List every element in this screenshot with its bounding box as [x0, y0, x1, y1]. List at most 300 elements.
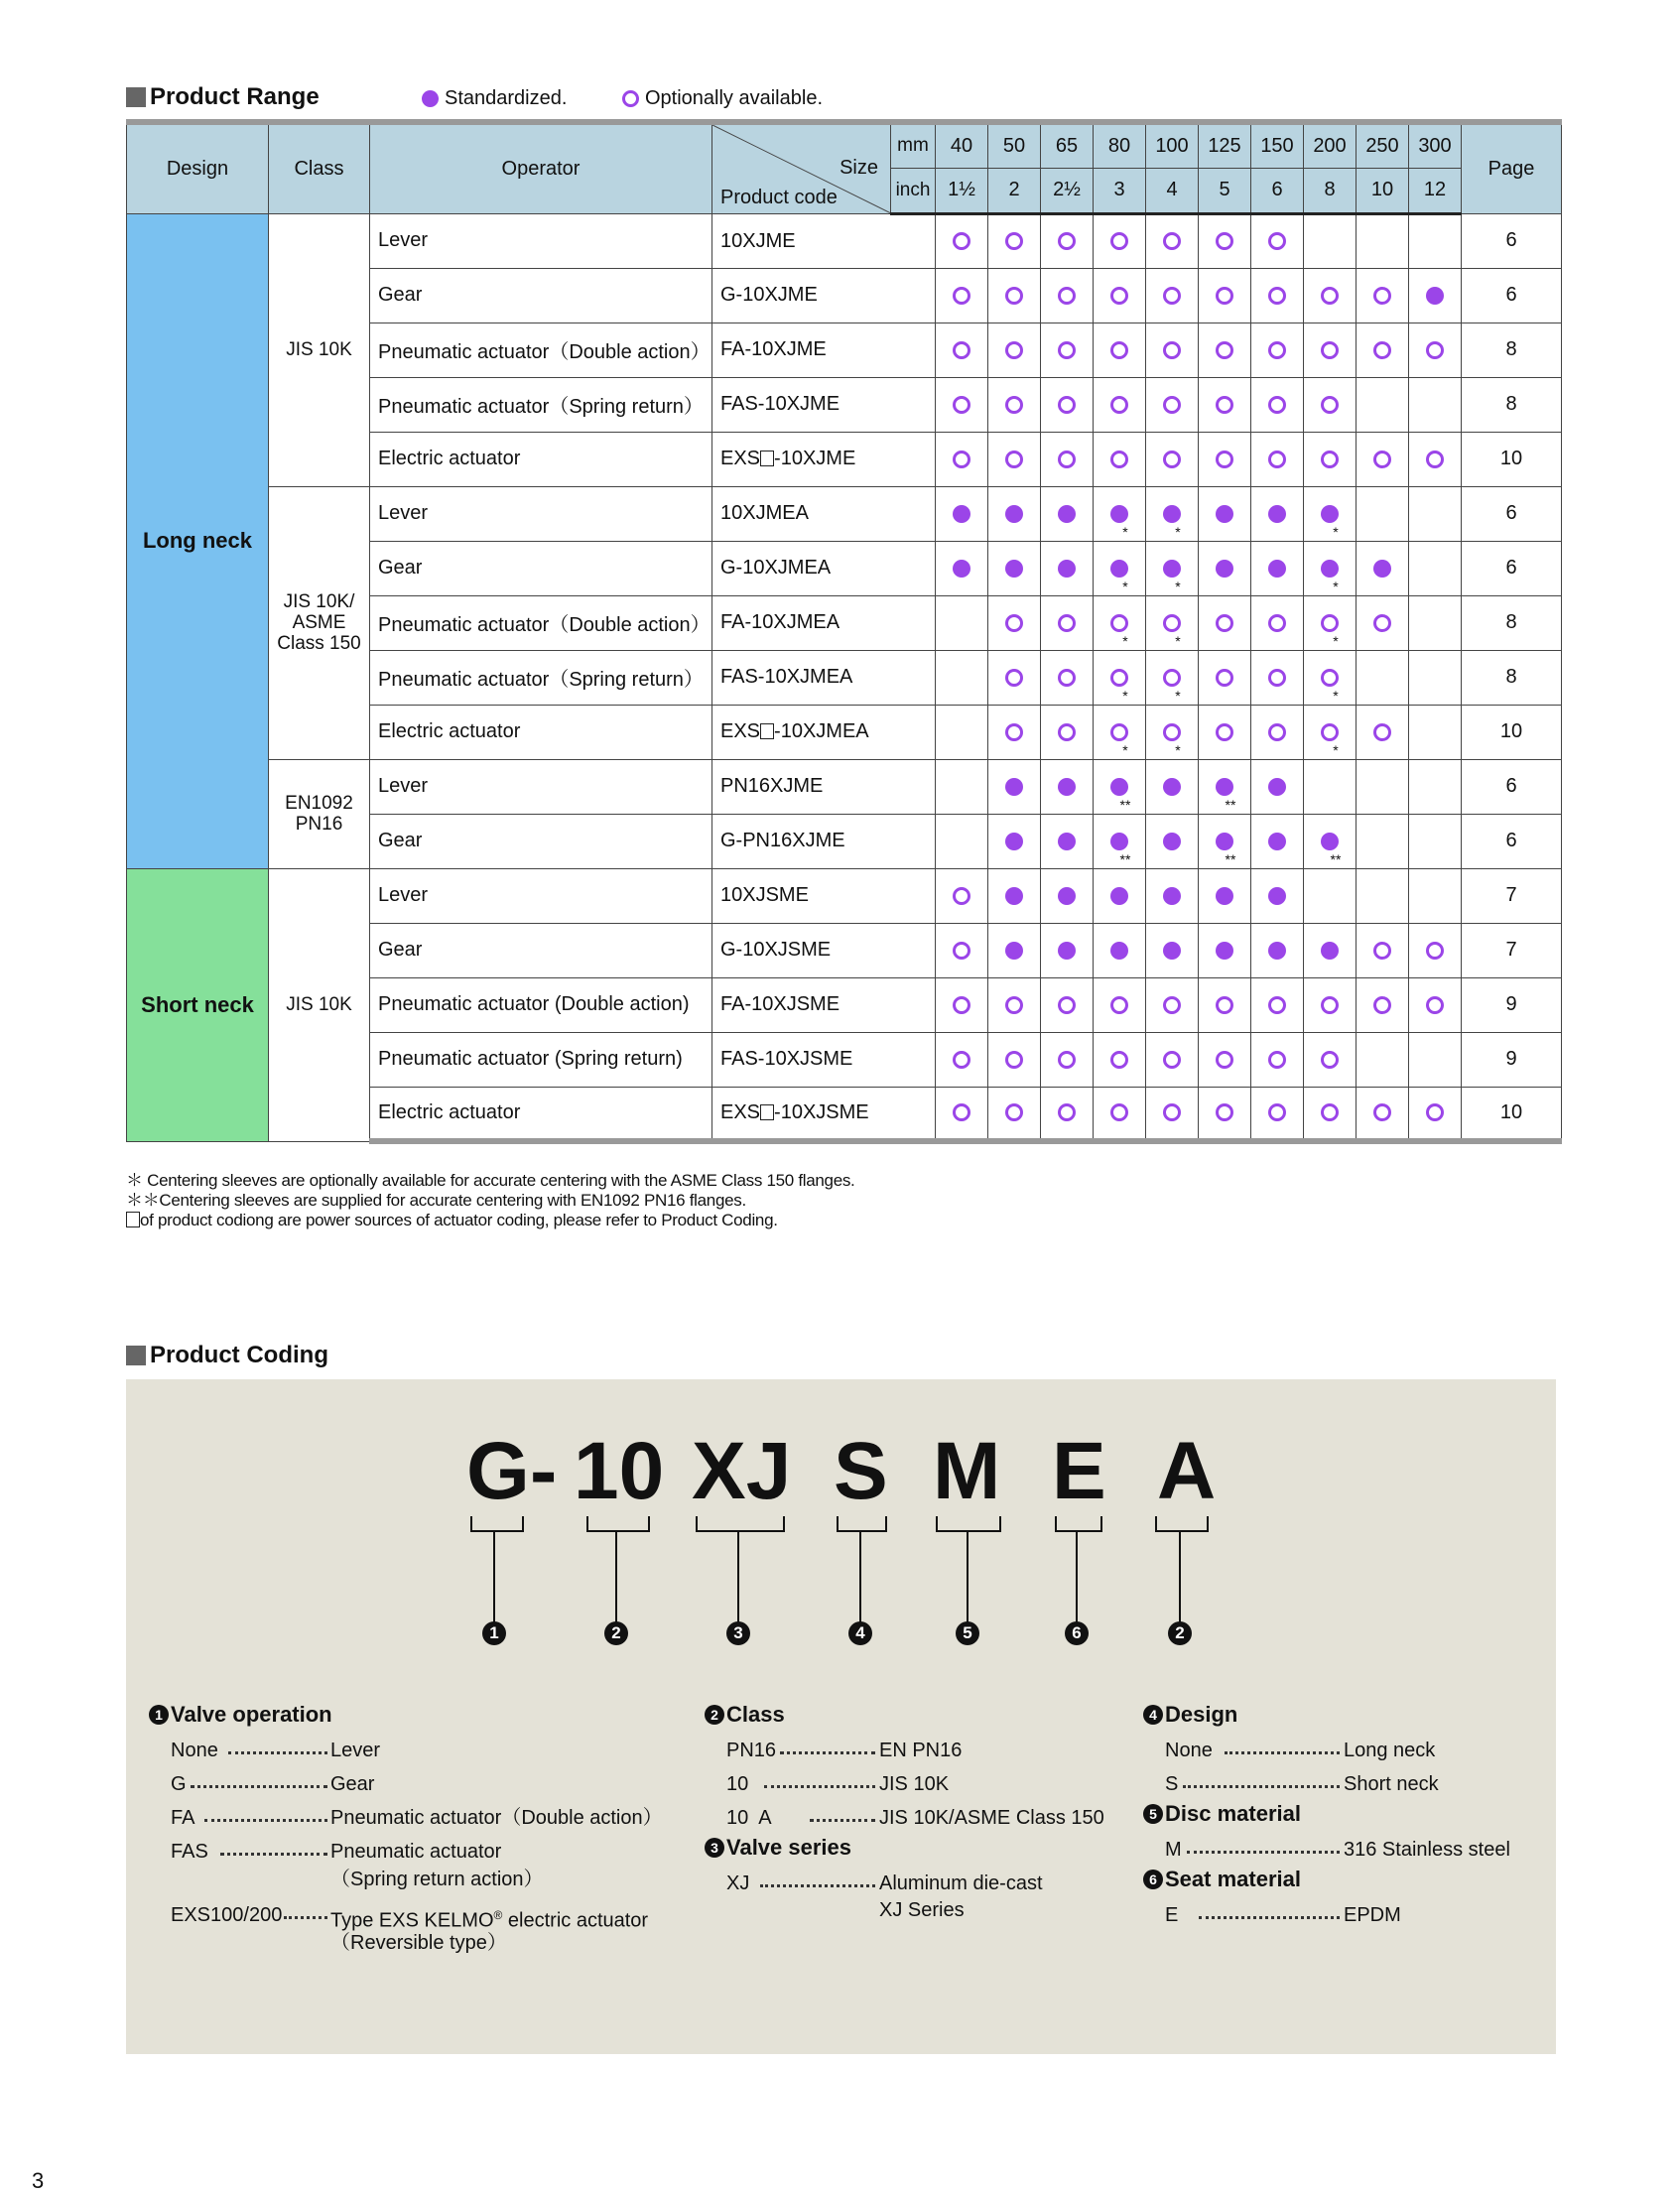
- legend-value: JIS 10K: [879, 1773, 950, 1795]
- availability-cell: [936, 705, 988, 759]
- class-cell: EN1092 PN16: [269, 759, 370, 868]
- legend-value: 316 Stainless steel: [1344, 1839, 1510, 1861]
- legend-key: FAS: [171, 1841, 208, 1863]
- optional-mark: [1058, 396, 1076, 414]
- availability-cell: [1094, 541, 1146, 595]
- legend-key: E: [1165, 1904, 1179, 1926]
- legend-key: None: [1165, 1740, 1213, 1761]
- legend-row: [149, 1835, 705, 1869]
- standardized-mark: [1005, 560, 1023, 578]
- product-code-cell: FA-10XJMEA: [712, 595, 936, 650]
- optional-mark: [953, 232, 970, 250]
- optional-mark: [1216, 287, 1233, 305]
- header-product-code: Product code: [720, 186, 838, 208]
- optional-mark: [1110, 341, 1128, 359]
- availability-cell: [1094, 595, 1146, 650]
- availability-cell: [1146, 486, 1199, 541]
- product-code-cell: G-10XJSME: [712, 923, 936, 977]
- optional-mark: [1268, 614, 1286, 632]
- section-square-icon: [126, 1346, 146, 1365]
- availability-cell: [1041, 923, 1094, 977]
- availability-cell: [1146, 650, 1199, 705]
- availability-cell: [1304, 486, 1357, 541]
- operator-cell: Lever: [370, 868, 712, 923]
- availability-cell: [988, 595, 1041, 650]
- legend-value: Short neck: [1344, 1773, 1439, 1795]
- legend-value: Long neck: [1344, 1740, 1436, 1761]
- number-badge: 1: [149, 1705, 169, 1725]
- availability-cell: [1199, 759, 1251, 814]
- callout-line: [967, 1530, 969, 1627]
- availability-cell: [1094, 650, 1146, 705]
- legend-key: None: [171, 1740, 218, 1761]
- optional-mark: [1268, 1051, 1286, 1069]
- size-inch: 10: [1357, 168, 1409, 213]
- size-inch: 8: [1304, 168, 1357, 213]
- optional-mark: [1058, 287, 1076, 305]
- standardized-mark: [1058, 833, 1076, 850]
- availability-cell: [1357, 1087, 1409, 1141]
- legend-key: 10 A: [726, 1807, 772, 1829]
- availability-cell: [1041, 595, 1094, 650]
- optional-mark: [1216, 451, 1233, 468]
- optional-mark: [1268, 232, 1286, 250]
- size-mm: 200: [1304, 122, 1357, 168]
- availability-cell: [1146, 1032, 1199, 1087]
- optional-mark: [1373, 287, 1391, 305]
- availability-cell: [988, 377, 1041, 432]
- availability-cell: [1041, 759, 1094, 814]
- standardized-mark: [1268, 887, 1286, 905]
- legend-row: [149, 1932, 705, 1958]
- standardized-mark: [1005, 505, 1023, 523]
- availability-cell: [1094, 1032, 1146, 1087]
- availability-cell: [1199, 486, 1251, 541]
- operator-cell: Gear: [370, 923, 712, 977]
- optional-mark: [1110, 996, 1128, 1014]
- optional-mark: [1268, 669, 1286, 687]
- number-badge: 6: [1143, 1870, 1163, 1889]
- leader-dots: [191, 1767, 327, 1788]
- asterisk-note: *: [1333, 523, 1339, 540]
- optional-mark: [1058, 1103, 1076, 1121]
- callout-line: [615, 1530, 617, 1627]
- availability-cell: [1304, 1032, 1357, 1087]
- header-operator: Operator: [370, 122, 712, 213]
- optional-mark: [1426, 451, 1444, 468]
- standardized-mark: [1110, 833, 1128, 850]
- optional-mark: [1268, 451, 1286, 468]
- optional-mark: [953, 887, 970, 905]
- asterisk-note: *: [1175, 523, 1181, 540]
- availability-cell: [1409, 541, 1462, 595]
- optional-mark: [1321, 996, 1339, 1014]
- valve-series-title: Valve series: [726, 1835, 852, 1860]
- availability-cell: [1199, 868, 1251, 923]
- availability-cell: [1199, 595, 1251, 650]
- availability-cell: [1251, 432, 1304, 486]
- legend-key: G: [171, 1773, 187, 1795]
- standardized-mark: [1110, 942, 1128, 960]
- availability-cell: [1251, 1032, 1304, 1087]
- callout-number: 4: [848, 1621, 872, 1645]
- availability-cell: [1251, 759, 1304, 814]
- availability-cell: [1041, 1032, 1094, 1087]
- design-legend: [1143, 1702, 1540, 1932]
- legend-value: Gear: [330, 1773, 375, 1795]
- availability-cell: [1251, 814, 1304, 868]
- standardized-mark: [1005, 778, 1023, 796]
- optional-mark: [1005, 1103, 1023, 1121]
- availability-cell: [1094, 377, 1146, 432]
- design-cell: Short neck: [127, 868, 269, 1141]
- legend-value: XJ Series: [879, 1899, 965, 1921]
- optional-mark: [1216, 996, 1233, 1014]
- availability-cell: [988, 268, 1041, 323]
- optional-mark: [1110, 396, 1128, 414]
- availability-cell: [1357, 759, 1409, 814]
- availability-cell: [936, 486, 988, 541]
- asterisk-note: *: [1175, 578, 1181, 594]
- legend-value: JIS 10K/ASME Class 150: [879, 1807, 1104, 1829]
- page-cell: 6: [1462, 759, 1562, 814]
- availability-cell: [1409, 268, 1462, 323]
- availability-cell: [1146, 541, 1199, 595]
- legend-row: [149, 1734, 705, 1767]
- operator-cell: Lever: [370, 486, 712, 541]
- optional-mark: [1216, 614, 1233, 632]
- optional-mark: [953, 942, 970, 960]
- availability-cell: [988, 868, 1041, 923]
- disc-title: Disc material: [1165, 1801, 1301, 1826]
- size-inch: 3: [1094, 168, 1146, 213]
- standardized-mark: [1058, 505, 1076, 523]
- header-design: Design: [127, 122, 269, 213]
- availability-cell: [936, 323, 988, 377]
- availability-cell: [1094, 977, 1146, 1032]
- table-row: [127, 868, 1562, 923]
- legend-value: Pneumatic actuator: [330, 1841, 502, 1863]
- availability-cell: [936, 1087, 988, 1141]
- leader-dots: [284, 1898, 327, 1919]
- legend-value: EPDM: [1344, 1904, 1401, 1926]
- availability-cell: [1199, 213, 1251, 268]
- availability-cell: [1357, 323, 1409, 377]
- availability-cell: [936, 814, 988, 868]
- availability-cell: [1251, 923, 1304, 977]
- optional-mark: [1005, 341, 1023, 359]
- availability-cell: [1409, 323, 1462, 377]
- availability-cell: [988, 814, 1041, 868]
- standardized-mark: [953, 505, 970, 523]
- optional-mark: [1163, 1051, 1181, 1069]
- legend-row: [149, 1898, 705, 1932]
- optional-mark: [1321, 614, 1339, 632]
- availability-cell: [1409, 923, 1462, 977]
- optional-mark: [1110, 232, 1128, 250]
- asterisk-note: *: [1122, 523, 1128, 540]
- code-part-class: 10: [574, 1426, 665, 1516]
- legend-row: [1143, 1833, 1540, 1867]
- legend-key: S: [1165, 1773, 1179, 1795]
- availability-cell: [988, 759, 1041, 814]
- asterisk-note: *: [1333, 632, 1339, 649]
- code-part-design: S: [834, 1426, 888, 1516]
- availability-cell: [1199, 1032, 1251, 1087]
- availability-cell: [936, 759, 988, 814]
- callout-line: [859, 1530, 861, 1627]
- section-square-icon: [126, 87, 146, 107]
- optional-mark: [1110, 451, 1128, 468]
- legend-value-tail: electric actuator: [502, 1909, 649, 1932]
- footnotes: [126, 1171, 854, 1230]
- code-prefix: EXS: [720, 720, 761, 742]
- availability-cell: [1409, 486, 1462, 541]
- page-cell: 9: [1462, 977, 1562, 1032]
- bracket: [696, 1516, 785, 1532]
- availability-cell: [1146, 595, 1199, 650]
- availability-cell: [1199, 977, 1251, 1032]
- optional-mark: [1373, 341, 1391, 359]
- availability-cell: [1357, 213, 1409, 268]
- leader-dots: [760, 1867, 875, 1887]
- callout-line: [1076, 1530, 1078, 1627]
- standardized-mark: [1058, 942, 1076, 960]
- availability-cell: [1357, 377, 1409, 432]
- header-size: Size: [840, 157, 878, 179]
- availability-cell: [1041, 868, 1094, 923]
- valve-series-heading: [705, 1835, 1121, 1861]
- product-code-cell: [712, 705, 936, 759]
- legend-value: Lever: [330, 1740, 381, 1761]
- optional-mark: [953, 451, 970, 468]
- optional-mark: [1110, 1051, 1128, 1069]
- leader-dots: [810, 1801, 875, 1822]
- legend-standardized-text: Standardized.: [445, 87, 568, 109]
- legend-key: XJ: [726, 1872, 750, 1894]
- optional-mark: [1005, 669, 1023, 687]
- legend-row: [705, 1900, 1121, 1926]
- availability-cell: [1041, 977, 1094, 1032]
- product-code-cell: G-10XJME: [712, 268, 936, 323]
- bracket: [586, 1516, 650, 1532]
- availability-cell: [1146, 432, 1199, 486]
- availability-cell: [1251, 268, 1304, 323]
- operator-cell: Pneumatic actuator (Double action): [370, 977, 712, 1032]
- optional-mark: [1163, 614, 1181, 632]
- standardized-mark: [1216, 887, 1233, 905]
- availability-cell: [1041, 213, 1094, 268]
- operator-cell: Electric actuator: [370, 1087, 712, 1141]
- availability-cell: [1094, 814, 1146, 868]
- availability-cell: [936, 595, 988, 650]
- valve-operation-legend: [149, 1702, 705, 1958]
- availability-cell: [936, 213, 988, 268]
- availability-cell: [1094, 486, 1146, 541]
- availability-cell: [1146, 923, 1199, 977]
- legend-row: [149, 1801, 705, 1835]
- product-code-cell: 10XJME: [712, 213, 936, 268]
- class-title: Class: [726, 1702, 785, 1727]
- legend-row: [705, 1734, 1121, 1767]
- standardized-mark: [1110, 505, 1128, 523]
- asterisk-note: **: [1225, 796, 1236, 813]
- availability-cell: [1041, 486, 1094, 541]
- legend-key: FA: [171, 1807, 195, 1829]
- product-coding-title: [126, 1342, 328, 1369]
- standardized-mark: [1110, 560, 1128, 578]
- leader-dots: [764, 1767, 875, 1788]
- code-suffix: -10XJME: [774, 448, 856, 469]
- availability-cell: [1094, 923, 1146, 977]
- availability-cell: [1304, 432, 1357, 486]
- availability-cell: [1199, 377, 1251, 432]
- page-cell: 8: [1462, 595, 1562, 650]
- availability-cell: [1409, 868, 1462, 923]
- table-row: [127, 213, 1562, 268]
- optional-mark: [1216, 1103, 1233, 1121]
- optional-mark: [1058, 996, 1076, 1014]
- legend-value-text: Type EXS KELMO: [330, 1909, 494, 1932]
- availability-cell: [1041, 814, 1094, 868]
- availability-cell: [1146, 323, 1199, 377]
- availability-cell: [1304, 541, 1357, 595]
- availability-cell: [988, 923, 1041, 977]
- availability-cell: [1146, 1087, 1199, 1141]
- availability-cell: [936, 977, 988, 1032]
- optional-mark: [1110, 669, 1128, 687]
- availability-cell: [1409, 759, 1462, 814]
- availability-cell: [1094, 705, 1146, 759]
- product-code-cell: FAS-10XJME: [712, 377, 936, 432]
- standardized-mark: [1110, 887, 1128, 905]
- bracket: [936, 1516, 1001, 1532]
- availability-cell: [1094, 213, 1146, 268]
- availability-cell: [936, 541, 988, 595]
- page-cell: 10: [1462, 432, 1562, 486]
- availability-cell: [1146, 977, 1199, 1032]
- design-title: Design: [1165, 1702, 1238, 1727]
- header-class: Class: [269, 122, 370, 213]
- standardized-mark: [1058, 560, 1076, 578]
- size-mm: 100: [1146, 122, 1199, 168]
- asterisk-note: *: [1175, 687, 1181, 704]
- box-placeholder-icon: [126, 1212, 140, 1227]
- size-mm: 150: [1251, 122, 1304, 168]
- asterisk-note: *: [1122, 578, 1128, 594]
- product-coding-title-text: Product Coding: [150, 1342, 328, 1368]
- availability-cell: [1304, 759, 1357, 814]
- optional-mark: [1216, 1051, 1233, 1069]
- product-range-body: [127, 213, 1562, 1141]
- standardized-mark: [1216, 505, 1233, 523]
- availability-cell: [1094, 759, 1146, 814]
- availability-cell: [988, 486, 1041, 541]
- optional-mark: [1373, 614, 1391, 632]
- availability-cell: [1409, 1087, 1462, 1141]
- availability-cell: [1146, 868, 1199, 923]
- code-prefix: EXS: [720, 1100, 761, 1123]
- page-cell: 10: [1462, 705, 1562, 759]
- leader-dots: [204, 1801, 327, 1822]
- asterisk-note: **: [1119, 850, 1131, 867]
- availability-cell: [1094, 868, 1146, 923]
- page-cell: 6: [1462, 814, 1562, 868]
- availability-cell: [1357, 650, 1409, 705]
- product-code-cell: FAS-10XJSME: [712, 1032, 936, 1087]
- legend-row: [705, 1801, 1121, 1835]
- product-code-cell: FA-10XJME: [712, 323, 936, 377]
- callout-number: 1: [482, 1621, 506, 1645]
- optional-mark: [1058, 723, 1076, 741]
- footnote-actuator-text: of product codiong are power sources of actuator coding, please refer to Product Coding.: [140, 1211, 778, 1229]
- legend-value: Aluminum die-cast: [879, 1872, 1043, 1894]
- box-placeholder-icon: [760, 723, 774, 739]
- optional-mark: [1005, 996, 1023, 1014]
- availability-cell: [1251, 213, 1304, 268]
- availability-cell: [1409, 432, 1462, 486]
- optional-mark: [1426, 341, 1444, 359]
- operator-cell: Lever: [370, 213, 712, 268]
- operator-cell: Pneumatic actuator（Double action）: [370, 595, 712, 650]
- availability-cell: [1199, 923, 1251, 977]
- code-part-disc: M: [933, 1426, 1001, 1516]
- availability-cell: [1146, 213, 1199, 268]
- seat-title: Seat material: [1165, 1867, 1301, 1891]
- standardized-mark: [1005, 887, 1023, 905]
- operator-cell: Gear: [370, 541, 712, 595]
- size-mm: 65: [1041, 122, 1094, 168]
- standardized-mark: [1163, 833, 1181, 850]
- callout-number: 2: [1168, 1621, 1192, 1645]
- optional-mark: [1058, 669, 1076, 687]
- box-placeholder-icon: [760, 451, 774, 466]
- availability-cell: [936, 923, 988, 977]
- optional-mark: [1216, 669, 1233, 687]
- footnote-asme: ＊ Centering sleeves are optionally available for accurate centering with the ASME Class 150 flanges.: [126, 1171, 855, 1190]
- availability-cell: [1304, 213, 1357, 268]
- callout-line: [1179, 1530, 1181, 1627]
- optional-mark: [1268, 723, 1286, 741]
- leader-dots: [228, 1734, 327, 1754]
- optional-mark: [1110, 287, 1128, 305]
- availability-cell: [988, 650, 1041, 705]
- header-mm: mm: [891, 122, 936, 168]
- operator-cell: Gear: [370, 268, 712, 323]
- callout-number: 3: [726, 1621, 750, 1645]
- size-inch: 2½: [1041, 168, 1094, 213]
- availability-cell: [1357, 432, 1409, 486]
- optional-mark: [1321, 287, 1339, 305]
- legend-value: Pneumatic actuator（Double action）: [330, 1807, 663, 1829]
- product-code-cell: PN16XJME: [712, 759, 936, 814]
- page-cell: 10: [1462, 1087, 1562, 1141]
- availability-cell: [1304, 868, 1357, 923]
- optional-mark: [1110, 723, 1128, 741]
- availability-cell: [1094, 432, 1146, 486]
- callout-line: [493, 1530, 495, 1627]
- class-cell: JIS 10K/ ASME Class 150: [269, 486, 370, 759]
- callout-number: 2: [604, 1621, 628, 1645]
- page-cell: 8: [1462, 323, 1562, 377]
- optional-mark: [1110, 614, 1128, 632]
- availability-cell: [1304, 377, 1357, 432]
- optional-mark: [1426, 1103, 1444, 1121]
- box-placeholder-icon: [760, 1104, 774, 1120]
- asterisk-note: **: [1225, 850, 1236, 867]
- standardized-mark: [1163, 560, 1181, 578]
- optional-mark: [1163, 1103, 1181, 1121]
